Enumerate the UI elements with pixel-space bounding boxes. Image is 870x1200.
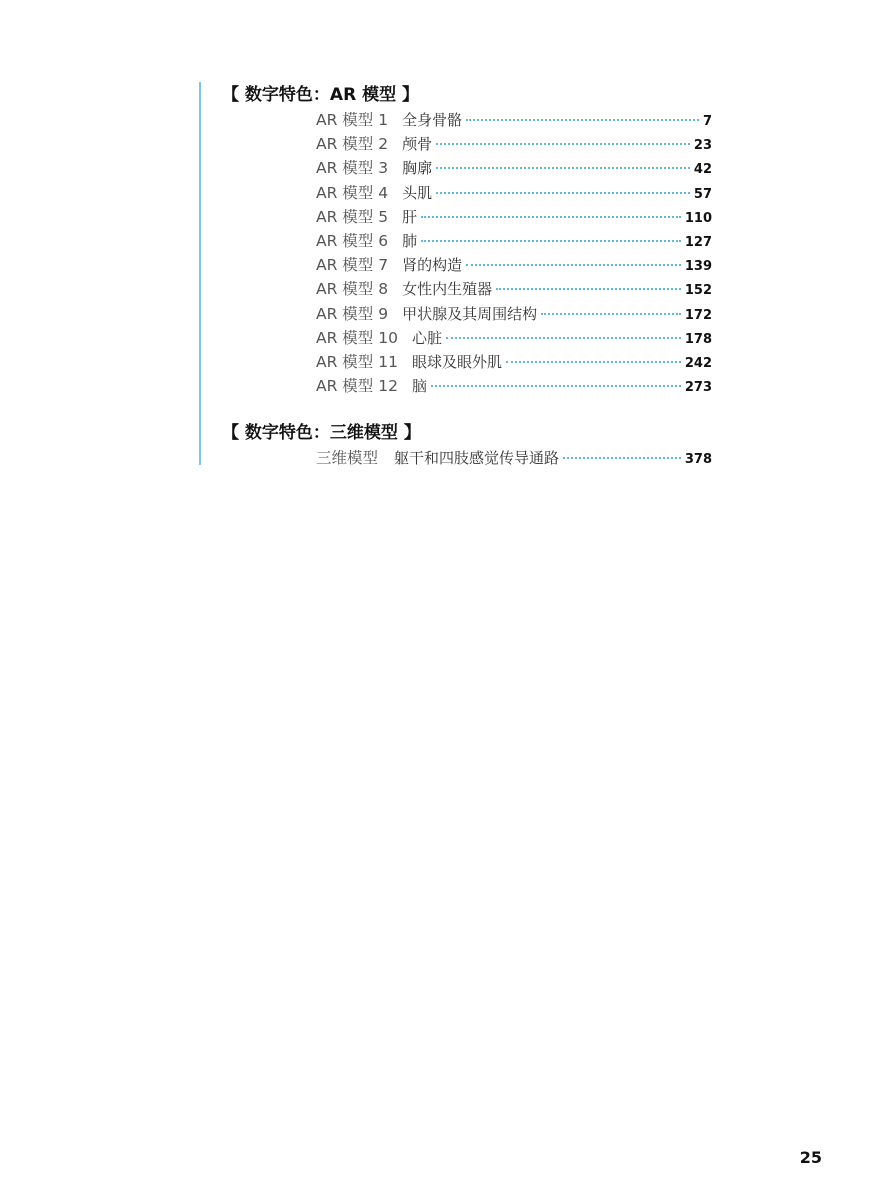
entry-title: 甲状腺及其周围结构 [402, 304, 538, 323]
dot-leader [506, 361, 681, 363]
entry-title: 肝 [402, 207, 418, 226]
entry-title: 颅骨 [402, 135, 433, 154]
entry-title: 眼球及眼外肌 [411, 352, 502, 371]
toc-section-3d-models [222, 422, 712, 470]
entry-label: AR 模型 9 [316, 304, 389, 323]
toc-entry-list [316, 446, 712, 470]
dot-leader [436, 167, 690, 169]
dot-leader [421, 216, 681, 218]
dot-leader [466, 264, 681, 266]
toc-entry[interactable] [316, 277, 712, 301]
entry-title: 头肌 [402, 183, 433, 202]
entry-title: 脑 [411, 377, 427, 396]
toc-entry[interactable] [316, 253, 712, 277]
entry-title: 心脏 [411, 328, 442, 347]
entry-title: 女性内生殖器 [402, 280, 493, 299]
dot-leader [496, 288, 681, 290]
entry-title: 胸廓 [402, 159, 433, 178]
entry-label: AR 模型 8 [316, 280, 389, 299]
dot-leader [466, 119, 699, 121]
dot-leader [541, 313, 681, 315]
section-heading: 【 数字特色：AR 模型 】 [222, 85, 420, 105]
entry-page: 23 [693, 138, 712, 154]
entry-title: 躯干和四肢感觉传导通路 [394, 449, 560, 467]
section-heading: 【 数字特色：三维模型 】 [222, 423, 421, 443]
entry-label: AR 模型 12 [316, 377, 398, 396]
entry-label: AR 模型 7 [316, 256, 389, 275]
dot-leader [436, 192, 690, 194]
entry-label: AR 模型 2 [316, 135, 389, 154]
toc-entry[interactable] [316, 205, 712, 229]
entry-page: 110 [684, 210, 712, 226]
toc-entry[interactable] [316, 156, 712, 180]
entry-title: 肺 [402, 231, 418, 250]
entry-page: 127 [684, 234, 712, 250]
entry-label: AR 模型 3 [316, 159, 389, 178]
entry-page: 42 [693, 162, 712, 178]
entry-title: 肾的构造 [402, 256, 463, 275]
toc-entry[interactable] [316, 181, 712, 205]
entry-page: 57 [693, 186, 712, 202]
dot-leader [436, 143, 690, 145]
dot-leader [446, 337, 681, 339]
entry-label: AR 模型 4 [316, 183, 389, 202]
toc-entry-list [316, 108, 712, 398]
entry-page: 172 [684, 307, 712, 323]
entry-title: 全身骨骼 [402, 111, 463, 129]
entry-page: 242 [684, 355, 712, 371]
toc-entry[interactable] [316, 108, 712, 132]
dot-leader [421, 240, 681, 242]
entry-page: 139 [684, 259, 712, 275]
toc-section-ar-models [222, 84, 712, 398]
entry-label: AR 模型 5 [316, 207, 389, 226]
entry-page: 378 [684, 452, 712, 467]
dot-leader [563, 457, 681, 459]
entry-label: AR 模型 1 [316, 111, 389, 129]
toc-entry[interactable] [316, 132, 712, 156]
entry-label: AR 模型 6 [316, 231, 389, 250]
entry-page: 178 [684, 331, 712, 347]
entry-label: AR 模型 10 [316, 328, 398, 347]
toc-entry[interactable] [316, 326, 712, 350]
toc-entry[interactable] [316, 302, 712, 326]
dot-leader [431, 385, 681, 387]
entry-label: 三维模型 [316, 449, 379, 467]
entry-page: 152 [684, 283, 712, 299]
toc-entry[interactable] [316, 446, 712, 470]
left-accent-rule [199, 82, 201, 465]
toc-entry[interactable] [316, 374, 712, 398]
entry-page: 7 [702, 114, 712, 129]
entry-page: 273 [684, 380, 712, 396]
page-number: 25 [799, 1148, 822, 1167]
toc-entry[interactable] [316, 350, 712, 374]
toc-entry[interactable] [316, 229, 712, 253]
entry-label: AR 模型 11 [316, 352, 398, 371]
